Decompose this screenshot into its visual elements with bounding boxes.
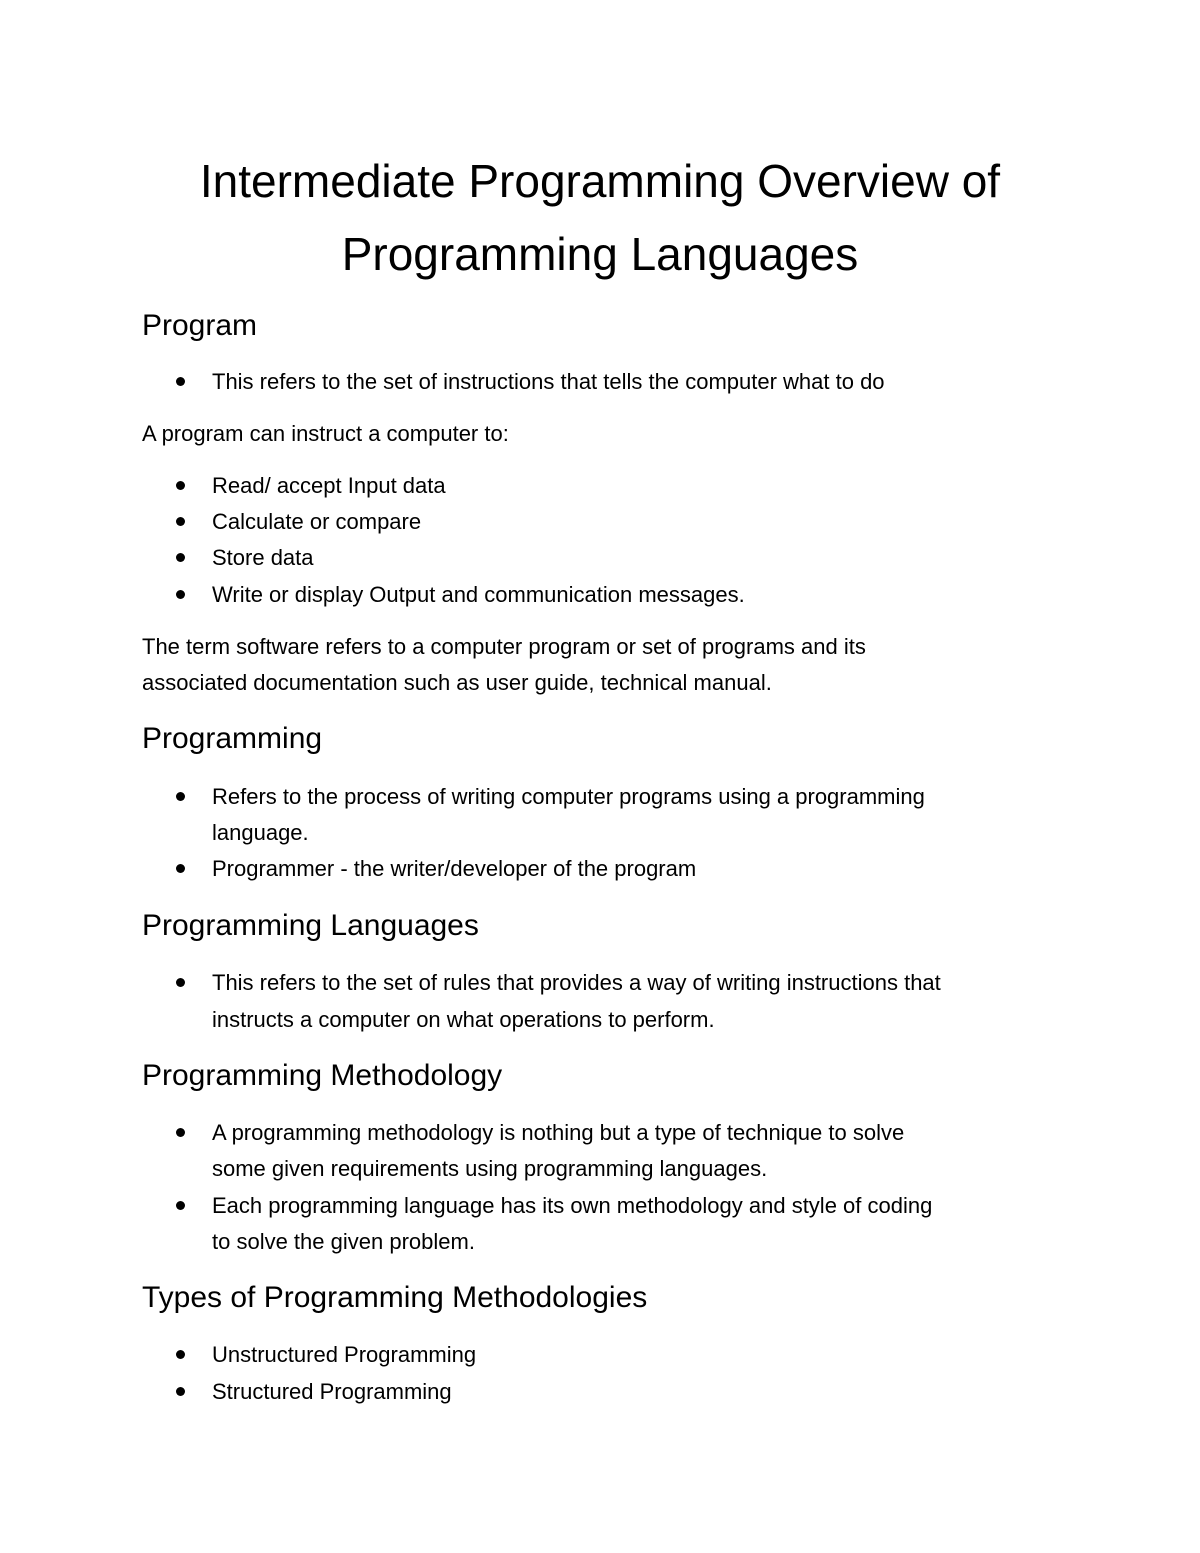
- languages-definition-line-2: instructs a computer on what operations to perform.: [212, 1007, 715, 1032]
- software-paragraph-line-2: associated documentation such as user guide, technical manual.: [142, 670, 772, 695]
- bullet-icon: [176, 1387, 185, 1396]
- methodology-definition-line-2: some given requirements using programming languages.: [212, 1156, 768, 1181]
- methodology-style-line-2: to solve the given problem.: [212, 1229, 475, 1254]
- bullet-icon: [176, 553, 185, 562]
- document-title-line-1: Intermediate Programming Overview of: [199, 155, 1001, 207]
- methodology-style-line-1: Each programming language has its own methodology and style of coding: [212, 1193, 933, 1218]
- heading-programming: Programming: [142, 722, 323, 755]
- list-item: Read/ accept Input data: [212, 473, 446, 498]
- document-title-line-2: Programming Languages: [341, 228, 859, 280]
- programmer-definition: Programmer - the writer/developer of the program: [212, 856, 697, 881]
- bullet-icon: [176, 590, 185, 599]
- program-intro: A program can instruct a computer to:: [142, 421, 509, 446]
- methodology-definition-line-1: A programming methodology is nothing but a type of technique to solve: [212, 1120, 905, 1145]
- bullet-icon: [176, 864, 185, 873]
- list-item: Write or display Output and communication messages.: [212, 582, 745, 607]
- heading-program: Program: [142, 309, 258, 342]
- heading-programming-languages: Programming Languages: [142, 909, 479, 942]
- list-item: Unstructured Programming: [212, 1342, 477, 1367]
- bullet-icon: [176, 978, 185, 987]
- list-item: Structured Programming: [212, 1379, 452, 1404]
- bullet-icon: [176, 1350, 185, 1359]
- list-item: Store data: [212, 545, 314, 570]
- software-paragraph-line-1: The term software refers to a computer program or set of programs and its: [142, 634, 866, 659]
- heading-programming-methodology: Programming Methodology: [142, 1059, 503, 1092]
- bullet-icon: [176, 1128, 185, 1137]
- list-item: Calculate or compare: [212, 509, 422, 534]
- programming-definition-line-2: language.: [212, 820, 309, 845]
- program-definition: This refers to the set of instructions that tells the computer what to do: [212, 369, 885, 394]
- bullet-icon: [176, 1201, 185, 1210]
- bullet-icon: [176, 481, 185, 490]
- heading-types-of-methodologies: Types of Programming Methodologies: [142, 1281, 648, 1314]
- programming-definition-line-1: Refers to the process of writing computer programs using a programming: [212, 784, 925, 809]
- languages-definition-line-1: This refers to the set of rules that provides a way of writing instructions that: [212, 970, 941, 995]
- bullet-icon: [176, 517, 185, 526]
- bullet-icon: [176, 792, 185, 801]
- bullet-icon: [176, 377, 185, 386]
